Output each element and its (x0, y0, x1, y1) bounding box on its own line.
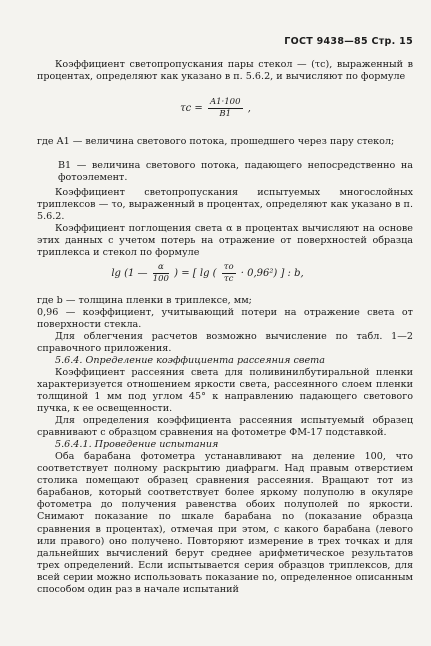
section-5-6-4-title: 5.6.4. Определение коэффициента рассеяния света (55, 355, 325, 366)
formula2-fraction-1 (153, 262, 169, 285)
paragraph-triplex-transmittance: Коэффициент светопропускания испытуемых многослойных триплексов — τo, выраженный в процентах, определяют как указано в п. 5.6.2. (37, 187, 413, 222)
definition-a1: где A1 — величина светового потока, прошедшего через пару стекол; (37, 136, 395, 147)
fraction-denominator: B1 (219, 109, 232, 119)
paragraph-tables-note: Для облегчения расчетов возможно вычисление по табл. 1—2 справочного приложения. (37, 331, 413, 354)
fraction-numerator: A1·100 (210, 97, 241, 107)
fraction2-denominator: τc (223, 274, 234, 284)
formula2-fraction-2 (222, 262, 236, 285)
fraction1-denominator: 100 (152, 274, 169, 284)
formula2-tail: · 0,96²) ] : b, (240, 268, 304, 279)
paragraph-pair-transmittance: Коэффициент светопропускания пары стекол — (τc), выраженный в процентах, определяют как указано в п. 5.6.2, и вычисляют по формуле (37, 59, 413, 82)
paragraph-absorption: Коэффициент поглощения света α в процентах вычисляют на основе этих данных с учетом потерь на отражение от поверхностей образца триплекса и стекол по формуле (37, 223, 413, 258)
formula-tau-c (0, 97, 431, 120)
formula-absorption (0, 262, 423, 285)
definition-096: 0,96 — коэффициент, учитывающий потери на отражение света от поверхности стекла. (37, 307, 413, 330)
definition-b1: B1 — величина светового потока, падающего непосредственно на фотоэлемент. (58, 160, 413, 183)
paragraph-test-procedure: Оба барабана фотометра устанавливают на деление 100, что соответствует полному раскрытию диафрагм. Над правым отверстием столика помещают образец сравнения рассеяния. Вращают тот из барабанов, который соответствует более яркому полуполю в окуляре фотометра до получения равенства обоих полуполей по яркости. Снимают показание по шкале барабана no (показание образца сравнения в процентах), отмечая при этом, с какого барабана (левого или правого) оно получено. Повторяют измерение в трех точках и для дальнейших вычислений берут среднее арифметическое результатов трех определений. Если испытывается серия образцов триплексов, для всей серии можно использовать показание no, определенное описанным способом один раз в начале испытаний (37, 451, 413, 596)
formula-end: , (247, 103, 251, 114)
section-5-6-4-1-title: 5.6.4.1. Проведение испытания (55, 439, 219, 450)
formula-lhs: τc = (180, 103, 203, 114)
definition-b: где b — толщина пленки в триплексе, мм; (37, 295, 252, 306)
fraction1-numerator: α (153, 262, 169, 274)
formula2-mid: ) = [ lg ( (174, 268, 217, 279)
formula2-lhs: lg (1 — (111, 268, 148, 279)
formula-fraction (208, 97, 242, 120)
paragraph-scattering-method: Для определения коэффициента рассеяния испытуемый образец сравнивают с образцом сравнения на фотометре ФМ-17 подставкой. (37, 415, 413, 438)
page-header: ГОСТ 9438—85 Стр. 15 (284, 36, 413, 47)
fraction2-numerator: τo (223, 262, 234, 272)
paragraph-scattering-definition: Коэффициент рассеяния света для поливинилбутиральной пленки характеризуется отношением яркости света, рассеянного слоем пленки толщиной 1 мм под углом 45° к направлению падающего светового пучка, к ее освещенности. (37, 367, 413, 414)
